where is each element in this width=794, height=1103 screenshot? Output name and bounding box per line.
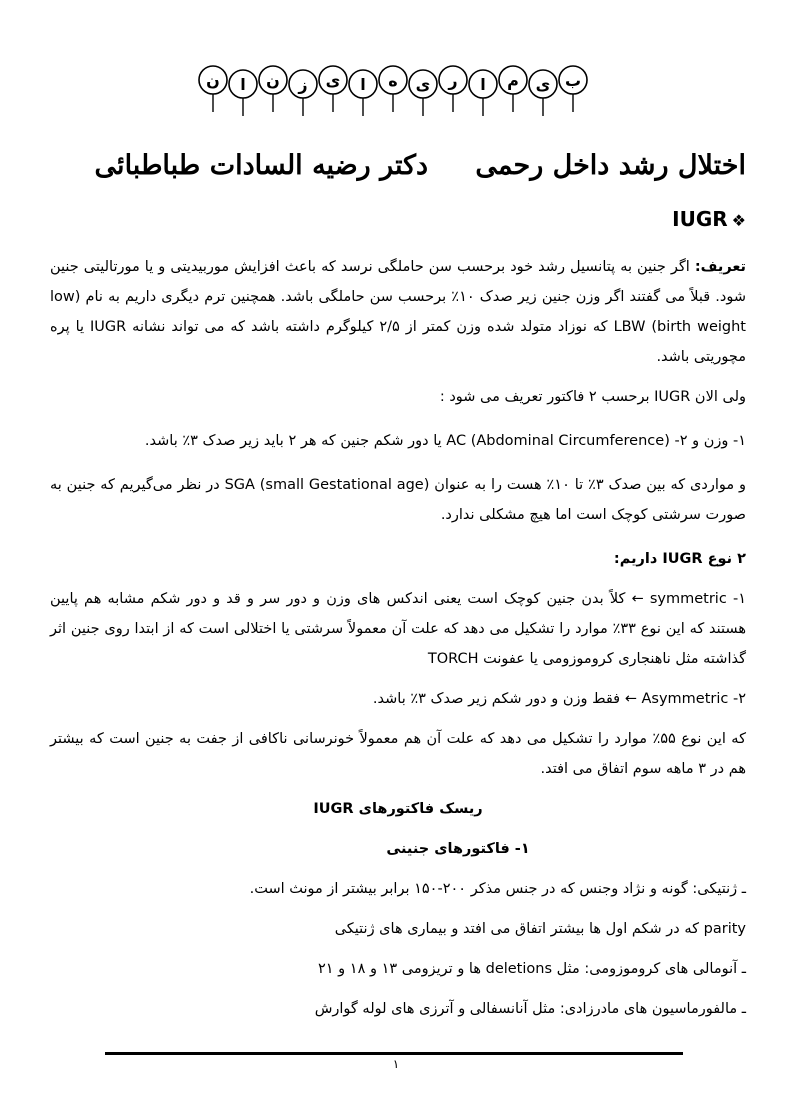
title-row [70, 150, 746, 194]
now-defined-paragraph: ولی الان IUGR برحسب ۲ فاکتور تعریف می شود : [439, 389, 746, 405]
banner-balloon [409, 70, 437, 116]
banner-letter: ا [360, 75, 366, 94]
banner-letter: ا [240, 75, 246, 94]
sga-paragraph: و مواردی که بین صدک ۳٪ تا ۱۰٪ هست را به عنوان SGA (small Gestational age) در نظر می‌گیریم که جنین به صورت سرشتی کوچک است اما هیچ مشکلی ندارد. [50, 477, 746, 523]
banner-balloon [439, 66, 467, 112]
banner-letter: ب [564, 71, 582, 90]
definition-label: تعریف: [694, 259, 746, 275]
banner-letter: ه [388, 71, 398, 90]
symmetric-paragraph: ۱- symmetric ← کلاً بدن جنین کوچک است یعنی اندکس های وزن و دور سر و قد و دور شکم مشابه هم پایین هستند که این نوع ۳۳٪ موارد را تشکیل می دهد که علت آن معمولاً سرشتی یا اختلالی است که از ابتدا روی جنین اثر گذاشته مثل ناهنجاری کروموزومی یا عفونت TORCH [50, 591, 746, 667]
section-heading-text: IUGR [672, 207, 728, 231]
malformations-item: ـ مالفورماسیون های مادرزادی: مثل آنانسفالی و آترزی های لوله گوارش [314, 1001, 746, 1017]
fetal-factors-heading: ۱- فاکتورهای جنینی [386, 841, 530, 857]
author-name: دکتر رضیه السادات طباطبائی [94, 150, 428, 181]
factors-paragraph: ۱- وزن و ۲- (AC (Abdominal Circumference یا دور شکم جنین که هر ۲ باید زیر صدک ۳٪ باشد. [144, 433, 746, 449]
banner-balloon [529, 70, 557, 116]
risk-factors-heading: ریسک فاکتورهای IUGR [313, 801, 483, 817]
banner-balloon [379, 66, 407, 112]
banner-balloon [289, 70, 317, 116]
banner-balloon [229, 70, 257, 116]
banner-balloon [559, 66, 587, 112]
banner-balloon [199, 66, 227, 112]
asymmetric-note-paragraph: که این نوع ۵۵٪ موارد را تشکیل می دهد که علت آن هم معمولاً خونرسانی ناکافی از جفت به جنین است که بیشتر هم در ۳ ماهه سوم اتفاق می افتد. [50, 731, 746, 777]
banner-letter: ی [325, 71, 341, 90]
banner-balloon [469, 70, 497, 116]
document-body [50, 252, 746, 1034]
types-heading: ۲ نوع IUGR داریم: [613, 551, 746, 567]
footer-divider [105, 1052, 683, 1055]
banner-balloon [319, 66, 347, 112]
banner-letter: ن [206, 71, 220, 90]
definition-paragraph [50, 252, 746, 372]
banner-balloon [499, 66, 527, 112]
topic-title: اختلال رشد داخل رحمی [475, 150, 746, 181]
banner-letter: ز [298, 75, 308, 94]
decorative-title-banner [195, 58, 610, 128]
banner-letter: ن [266, 71, 280, 90]
genetic-item: ـ ژنتیکی: گونه و نژاد وجنس که در جنس مذکر ۲۰۰-۱۵۰ برابر بیشتر از مونث است. [249, 881, 746, 897]
banner-balloon [259, 66, 287, 112]
asymmetric-paragraph: ۲- Asymmetric ← فقط وزن و دور شکم زیر صدک ۳٪ باشد. [372, 691, 746, 707]
diamond-bullet-icon: ❖ [731, 211, 746, 230]
banner-letter: ر [448, 71, 458, 90]
banner-letter: ا [480, 75, 486, 94]
definition-text: اگر جنین به پتانسیل رشد خود برحسب سن حاملگی نرسد که باعث افزایش موربیدیتی و یا مورتالیتی جنین شود. قبلاً می گفتند اگر وزن جنین زیر صدک ۱۰٪ برحسب سن حاملگی باشد. همچنین ترم دیگری داریم به نام (low birth weight) LBW که نوزاد متولد شده وزن کمتر از ۲/۵ کیلوگرم داشته باشد که می تواند نشانه IUGR یا پره مچوریتی باشد. [50, 259, 746, 365]
banner-letter: م [507, 71, 519, 90]
parity-item: parity که در شکم اول ها بیشتر اتفاق می افتد و بیماری های ژنتیکی [334, 921, 746, 937]
banner-balloon [349, 70, 377, 116]
banner-letter: ی [535, 75, 551, 94]
banner-letter: ی [415, 75, 431, 94]
page-number: ۱ [392, 1057, 400, 1071]
chromosomal-item: ـ آنومالی های کروموزومی: مثل deletions ها و تریزومی ۱۳ و ۱۸ و ۲۱ [317, 961, 746, 977]
section-heading [672, 207, 746, 231]
